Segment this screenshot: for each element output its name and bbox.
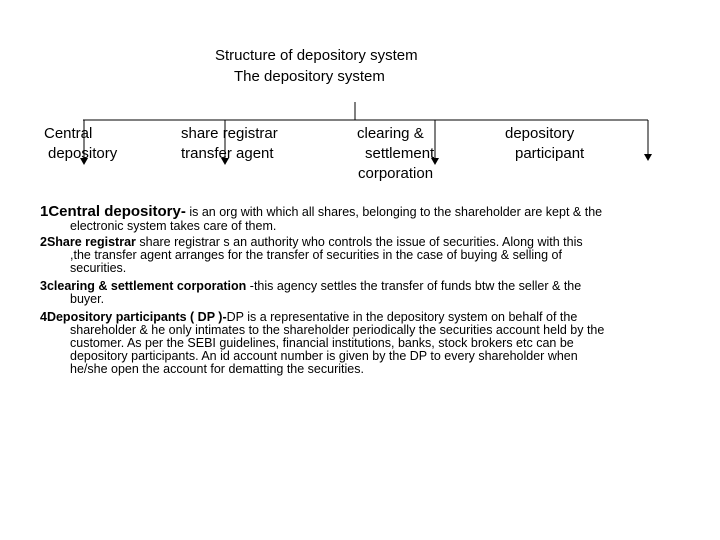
diagram-subtitle: The depository system [234,68,385,85]
node-registrar-line1: share registrar [181,125,278,142]
description-central [40,205,602,233]
desc-participants-line3: customer. As per the SEBI guidelines, financial institutions, banks, stock brokers etc can be [70,336,574,350]
description-participants [40,311,604,376]
desc-registrar-line1: share registrar s an authority who controls the issue of securities. Along with this [135,235,583,249]
node-registrar-line2: transfer agent [181,145,274,162]
desc-participants-line1: DP is a representative in the depository system on behalf of the [226,310,578,324]
node-clearing-corporation [357,124,434,184]
desc-clearing-line2: buyer. [70,292,105,306]
diagram-title: Structure of depository system [215,47,418,64]
node-clearing-line2: settlement [365,145,435,162]
node-central-line2: depository [48,145,118,162]
arrowhead-participant [644,154,652,161]
desc-registrar-line2: ,the transfer agent arranges for the transfer of securities in the case of buying & selling of [70,248,562,262]
desc-registrar-line3: securities. [70,261,127,275]
term-clearing-corporation: 3clearing & settlement corporation [40,279,247,293]
desc-participants-line2: shareholder & he only intimates to the shareholder periodically the securities account held by the [70,323,605,337]
term-depository-participants: 4Depository participants ( DP )- [40,310,227,324]
desc-participants-line5: he/she open the account for dematting the securities. [70,362,364,376]
node-participant-line2: participant [515,145,585,162]
node-clearing-line1: clearing & [357,125,424,142]
node-participant-line1: depository [505,125,575,142]
term-central-depository: 1Central depository- [40,203,186,220]
term-share-registrar: 2Share registrar [40,235,136,249]
desc-central-line1: is an org with which all shares, belonging to the shareholder are kept & the [185,205,603,219]
node-central-line1: Central [44,125,93,142]
node-central-depository [44,124,117,164]
node-clearing-line3: corporation [358,165,434,182]
desc-participants-line4: depository participants. An id account number is given by the DP to every shareholder when [70,349,578,363]
node-depository-participant [505,124,584,164]
desc-clearing-line1: -this agency settles the transfer of funds btw the seller & the [246,279,582,293]
desc-central-line2: electronic system takes care of them. [70,219,277,233]
description-registrar [40,236,583,275]
node-share-registrar [181,124,278,164]
description-clearing [40,280,581,306]
